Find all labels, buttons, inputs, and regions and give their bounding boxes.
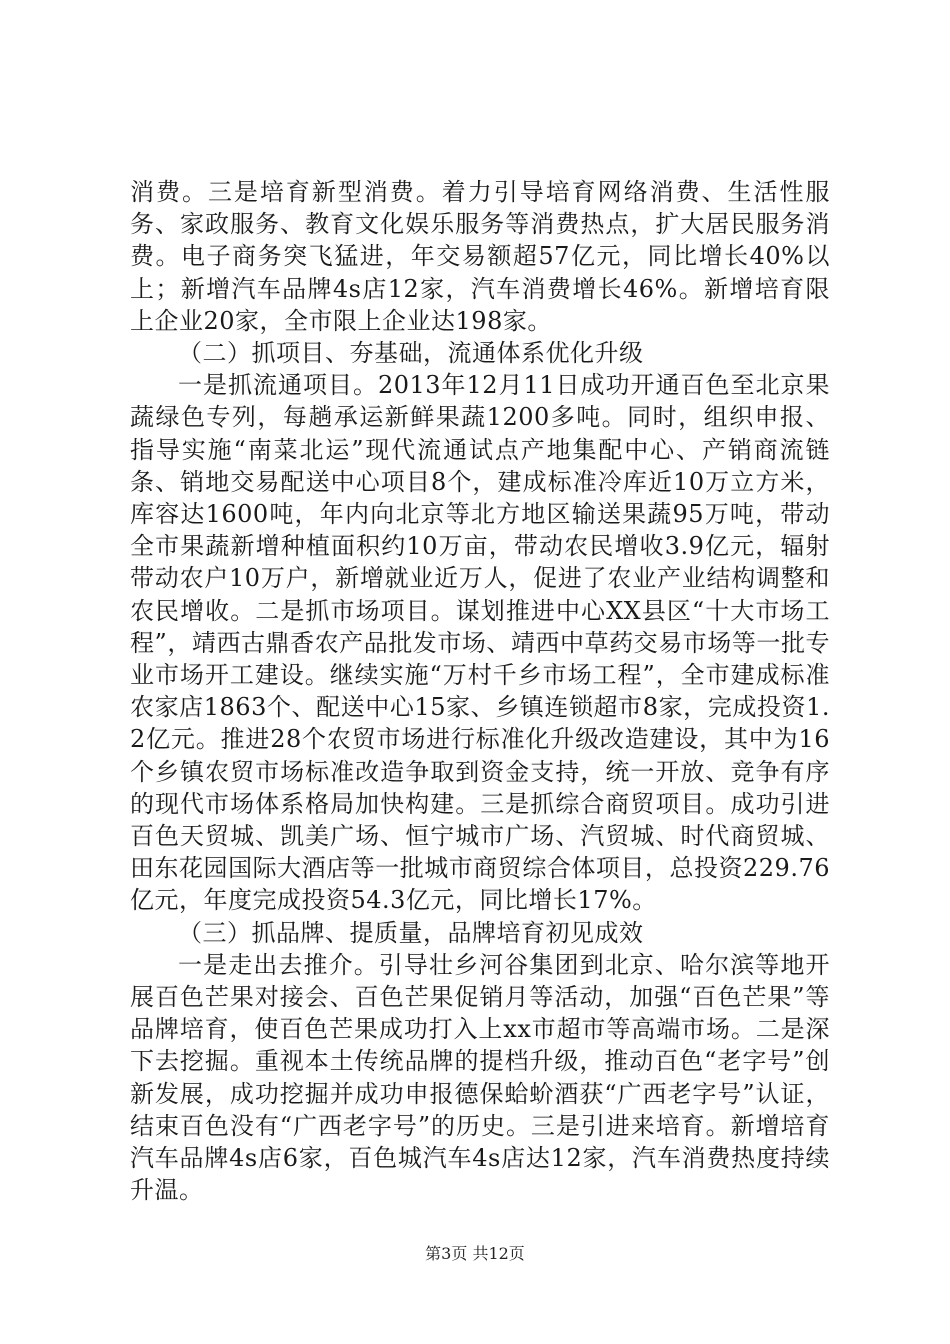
paragraph-consumption: 消费。三是培育新型消费。着力引导培育网络消费、生活性服务、家政服务、教育文化娱乐服务等消费热点，扩大居民服务消费。电子商务突飞猛进，年交易额超57亿元，同比增长40%以上；新增汽车品牌4s店12家，汽车消费增长46%。新增培育限上企业20家，全市限上企业达198家。 — [130, 178, 830, 335]
section-heading-3: （三）抓品牌、提质量，品牌培育初见成效 — [178, 918, 644, 947]
section-heading-2: （二）抓项目、夯基础，流通体系优化升级 — [178, 339, 644, 368]
paragraph-brands: 一是走出去推介。引导壮乡河谷集团到北京、哈尔滨等地开展百色芒果对接会、百色芒果促销月等活动，加强“百色芒果”等品牌培育，使百色芒果成功打入上xx市超市等高端市场。二是深下去挖掘。重视本土传统品牌的提档升级，推动百色“老字号”创新发展，成功挖掘并成功申报德保蛤蚧酒获“广西老字号”认证，结束百色没有“广西老字号”的历史。三是引进来培育。新增培育汽车品牌4s店6家，百色城汽车4s店达12家，汽车消费热度持续升温。 — [130, 950, 830, 1205]
page-number-footer: 第3页 共12页 — [425, 1244, 525, 1263]
paragraph-projects: 一是抓流通项目。2013年12月11日成功开通百色至北京果蔬绿色专列，每趟承运新鲜果蔬1200多吨。同时，组织申报、指导实施“南菜北运”现代流通试点产地集配中心、产销商流链条、销地交易配送中心项目8个，建成标准冷库近10万立方米，库容达1600吨，年内向北京等北方地区输送果蔬95万吨，带动全市果蔬新增种植面积约10万亩，带动农民增收3.9亿元，辐射带动农户10万户，新增就业近万人，促进了农业产业结构调整和农民增收。二是抓市场项目。谋划推进中心XX县区“十大市场工程”，靖西古鼎香农产品批发市场、靖西中草药交易市场等一批专业市场开工建设。继续实施“万村千乡市场工程”，全市建成标准农家店1863个、配送中心15家、乡镇连锁超市8家，完成投资1.2亿元。推进28个农贸市场进行标准化升级改造建设，其中为16个乡镇农贸市场标准改造争取到资金支持，统一开放、竞争有序的现代市场体系格局加快构建。三是抓综合商贸项目。成功引进百色天贸城、凯美广场、恒宁城市广场、汽贸城、时代商贸城、田东花园国际大酒店等一批城市商贸综合体项目，总投资229.76亿元，年度完成投资54.3亿元，同比增长17%。 — [130, 371, 830, 915]
document-body — [130, 176, 830, 1207]
